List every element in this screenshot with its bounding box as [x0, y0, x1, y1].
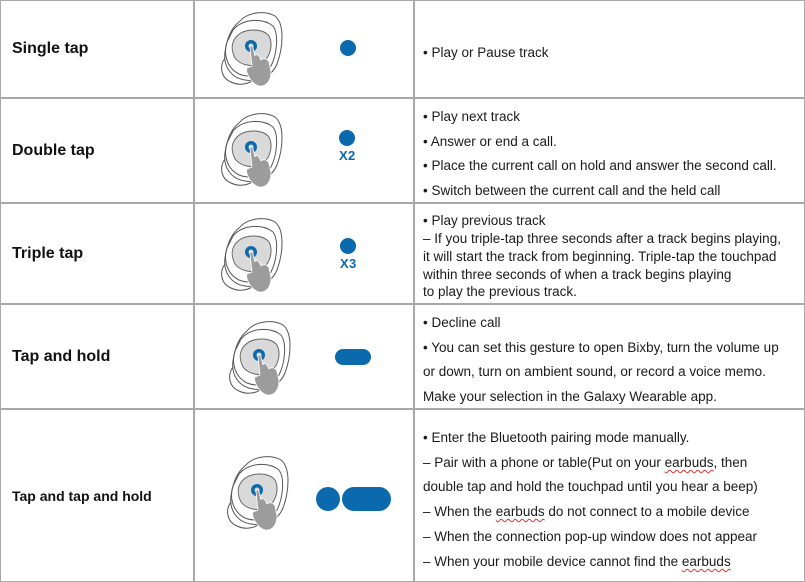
- tap-indicator: [340, 40, 356, 56]
- gesture-illustration-cell: [195, 99, 415, 202]
- description-line: • You can set this gesture to open Bixby, turn the volume up: [423, 340, 779, 355]
- table-row-double-tap: [1, 99, 804, 204]
- description-line: • Switch between the current call and the held call: [423, 183, 721, 198]
- description-line: • Answer or end a call.: [423, 134, 557, 149]
- triple-tap-indicator: [340, 238, 357, 271]
- text-fragment: – Pair with a phone or table(Put on your: [423, 455, 661, 470]
- description-line: [423, 554, 731, 569]
- description-line: • Play next track: [423, 109, 521, 124]
- gesture-illustration-cell: [195, 1, 415, 97]
- earbud-touch-icon: [225, 317, 297, 399]
- gesture-illustration-cell: [195, 410, 415, 581]
- earbud-touch-icon: [217, 109, 289, 191]
- double-tap-indicator: [339, 130, 356, 163]
- tap-dot-icon: [340, 40, 356, 56]
- description-line: within three seconds of when a track begins playing: [423, 267, 732, 282]
- description-line: [423, 455, 747, 470]
- description-line: [423, 504, 749, 519]
- text-fragment: – When the: [423, 504, 496, 519]
- table-row-single-tap: [1, 1, 804, 99]
- gesture-description: [415, 305, 804, 408]
- table-row-tap-and-hold: [1, 305, 804, 410]
- description-line: Make your selection in the Galaxy Wearable app.: [423, 389, 717, 404]
- description-line: • Play previous track: [423, 213, 546, 228]
- tap-dot-icon: [316, 487, 340, 511]
- gesture-description: [415, 99, 804, 202]
- hold-pill-icon: [342, 487, 391, 511]
- gesture-description: [415, 410, 804, 581]
- tap-count-label: X3: [340, 256, 357, 271]
- description-line: • Place the current call on hold and answer the second call.: [423, 158, 777, 173]
- description-line: double tap and hold the touchpad until you hear a beep): [423, 479, 758, 494]
- description-line: – When the connection pop-up window does not appear: [423, 529, 757, 544]
- gesture-label: Single tap: [1, 1, 195, 97]
- description-line: • Play or Pause track: [423, 45, 549, 60]
- earbud-touch-icon: [217, 8, 289, 90]
- table-row-tap-and-tap-and-hold: [1, 410, 804, 581]
- earbud-touch-icon: [223, 452, 295, 534]
- text-fragment: , then: [713, 455, 748, 470]
- hold-indicator: [335, 349, 371, 365]
- gesture-label: Double tap: [1, 99, 195, 202]
- text-fragment: – When your mobile device cannot find the: [423, 554, 682, 569]
- gesture-illustration-cell: [195, 204, 415, 303]
- description-line: – If you triple-tap three seconds after a track begins playing,: [423, 231, 781, 246]
- gesture-description: [415, 204, 804, 303]
- tap-then-hold-indicator: [316, 487, 391, 511]
- description-line: • Enter the Bluetooth pairing mode manually.: [423, 430, 690, 445]
- tap-dot-icon: [339, 130, 355, 146]
- description-line: • Decline call: [423, 315, 501, 330]
- gesture-illustration-cell: [195, 305, 415, 408]
- description-line: to play the previous track.: [423, 284, 577, 299]
- tap-dot-icon: [340, 238, 356, 254]
- text-fragment: do not connect to a mobile device: [544, 504, 750, 519]
- table-row-triple-tap: [1, 204, 804, 305]
- gesture-label: Tap and tap and hold: [1, 410, 195, 581]
- spellcheck-word: earbuds: [664, 455, 714, 470]
- description-line: it will start the track from beginning. Triple-tap the touchpad: [423, 249, 777, 264]
- gesture-label: Triple tap: [1, 204, 195, 303]
- hold-pill-icon: [335, 349, 371, 365]
- earbud-touch-icon: [217, 214, 289, 296]
- spellcheck-word: earbuds: [681, 554, 731, 569]
- tap-count-label: X2: [339, 148, 356, 163]
- gesture-description: [415, 1, 804, 97]
- gesture-label: Tap and hold: [1, 305, 195, 408]
- description-line: or down, turn on ambient sound, or record a voice memo.: [423, 364, 766, 379]
- spellcheck-word: earbuds: [495, 504, 545, 519]
